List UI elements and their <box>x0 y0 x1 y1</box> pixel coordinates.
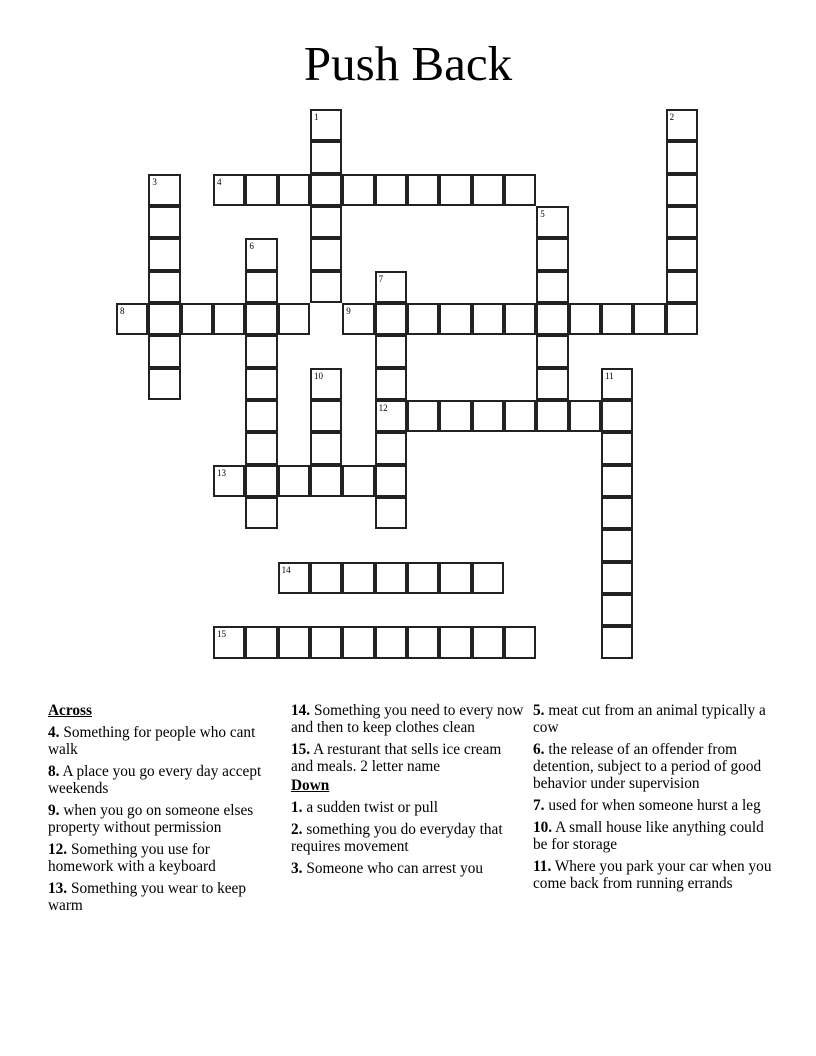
grid-cell[interactable] <box>666 238 698 270</box>
grid-cell[interactable] <box>601 400 633 432</box>
grid-cell[interactable] <box>116 303 148 335</box>
grid-cell[interactable] <box>439 174 471 206</box>
grid-cell[interactable] <box>148 303 180 335</box>
grid-cell[interactable] <box>375 335 407 367</box>
grid-cell[interactable] <box>148 174 180 206</box>
grid-cell[interactable] <box>439 626 471 658</box>
grid-cell[interactable] <box>633 303 665 335</box>
grid-cell[interactable] <box>601 497 633 529</box>
grid-cell[interactable] <box>278 303 310 335</box>
clue-number: 10 <box>313 370 323 381</box>
clue-across-9: 9. when you go on someone elses property without permission <box>48 802 254 836</box>
clue-number: 6 <box>249 241 254 252</box>
clue-number: 2 <box>669 112 675 122</box>
grid-cell[interactable] <box>342 562 374 594</box>
grid-cell[interactable] <box>213 174 245 206</box>
grid-cell[interactable] <box>601 626 633 658</box>
clue-down-7: 7. used for when someone hurst a leg <box>533 797 761 814</box>
grid-cell[interactable] <box>666 109 698 141</box>
clue-across-15: 15. A resturant that sells ice cream and meals. 2 letter name <box>291 741 502 775</box>
grid-cell[interactable] <box>310 109 342 141</box>
grid-cell[interactable] <box>310 626 342 658</box>
grid-cell[interactable] <box>148 238 180 270</box>
grid-cell[interactable] <box>536 303 568 335</box>
grid-cell[interactable] <box>601 594 633 626</box>
grid-cell[interactable] <box>666 271 698 303</box>
grid-cell[interactable] <box>213 465 245 497</box>
grid-cell[interactable] <box>310 238 342 270</box>
grid-cell[interactable] <box>342 626 374 658</box>
clue-across-13: 13. Something you wear to keep warm <box>48 880 246 914</box>
grid-cell[interactable] <box>245 400 277 432</box>
grid-cell[interactable] <box>213 626 245 658</box>
grid-cell[interactable] <box>407 174 439 206</box>
clue-down-1: 1. a sudden twist or pull <box>291 799 439 816</box>
clue-across-14: 14. Something you need to every now and then to keep clothes clean <box>291 702 524 736</box>
grid-cell[interactable] <box>504 303 536 335</box>
grid-cell[interactable] <box>278 465 310 497</box>
clue-across-12: 12. Something you use for homework with a keyboard <box>48 841 216 875</box>
grid-cell[interactable] <box>342 303 374 335</box>
grid-cell[interactable] <box>601 368 633 400</box>
clue-down-2: 2. something you do everyday that requires movement <box>291 821 503 855</box>
clue-down-3: 3. Someone who can arrest you <box>291 860 484 877</box>
grid-cell[interactable] <box>310 432 342 464</box>
grid-cell[interactable] <box>439 562 471 594</box>
grid-cell[interactable] <box>666 206 698 238</box>
grid-cell[interactable] <box>310 141 342 173</box>
clue-down-10: 10. A small house like anything could be for storage <box>533 819 764 853</box>
grid-cell[interactable] <box>278 562 310 594</box>
clue-number: 13 <box>216 467 226 478</box>
grid-cell[interactable] <box>439 303 471 335</box>
grid-cell[interactable] <box>472 303 504 335</box>
grid-cell[interactable] <box>278 174 310 206</box>
grid-cell[interactable] <box>472 562 504 594</box>
clue-across-4: 4. Something for people who cant walk <box>48 724 256 758</box>
grid-cell[interactable] <box>213 303 245 335</box>
grid-cell[interactable] <box>407 400 439 432</box>
grid-cell[interactable] <box>407 562 439 594</box>
grid-cell[interactable] <box>601 562 633 594</box>
grid-cell[interactable] <box>601 303 633 335</box>
grid-cell[interactable] <box>148 335 180 367</box>
grid-cell[interactable] <box>504 400 536 432</box>
clues-column-1 <box>48 702 278 919</box>
clue-across-8: 8. A place you go every day accept weekends <box>48 763 262 797</box>
grid-cell[interactable] <box>181 303 213 335</box>
grid-cell[interactable] <box>601 529 633 561</box>
grid-cell[interactable] <box>245 303 277 335</box>
grid-cell[interactable] <box>375 400 407 432</box>
grid-cell[interactable] <box>375 465 407 497</box>
clue-number: 1 <box>313 112 319 122</box>
grid-cell[interactable] <box>666 303 698 335</box>
clue-number: 15 <box>216 629 226 640</box>
grid-cell[interactable] <box>342 465 374 497</box>
clue-number: 9 <box>346 305 351 316</box>
down-heading: Down <box>291 777 330 794</box>
crossword-grid <box>117 110 699 660</box>
grid-cell[interactable] <box>310 368 342 400</box>
grid-cell[interactable] <box>407 303 439 335</box>
grid-cell[interactable] <box>310 465 342 497</box>
grid-cell[interactable] <box>278 626 310 658</box>
clue-number: 5 <box>540 208 545 219</box>
grid-cell[interactable] <box>310 400 342 432</box>
clue-number: 3 <box>152 176 157 187</box>
clue-down-6: 6. the release of an offender from detention, subject to a period of good behavior under supervision <box>533 741 762 792</box>
grid-cell[interactable] <box>666 141 698 173</box>
clue-number: 12 <box>378 402 388 413</box>
clues-column-2 <box>291 702 526 882</box>
grid-cell[interactable] <box>375 497 407 529</box>
grid-cell[interactable] <box>375 303 407 335</box>
grid-cell[interactable] <box>407 626 439 658</box>
grid-cell[interactable] <box>536 368 568 400</box>
grid-cell[interactable] <box>148 271 180 303</box>
grid-cell[interactable] <box>245 497 277 529</box>
grid-cell[interactable] <box>472 174 504 206</box>
grid-cell[interactable] <box>439 400 471 432</box>
grid-cell[interactable] <box>375 562 407 594</box>
clue-number: 11 <box>604 370 614 381</box>
grid-cell[interactable] <box>310 174 342 206</box>
grid-cell[interactable] <box>569 400 601 432</box>
puzzle-title: Push Back <box>303 36 513 91</box>
grid-cell[interactable] <box>245 238 277 270</box>
grid-cell[interactable] <box>245 368 277 400</box>
grid-cell[interactable] <box>342 174 374 206</box>
grid-cell[interactable] <box>245 271 277 303</box>
grid-cell[interactable] <box>375 626 407 658</box>
clue-number: 4 <box>216 176 222 187</box>
grid-cell[interactable] <box>245 335 277 367</box>
grid-cell[interactable] <box>375 271 407 303</box>
clue-number: 14 <box>281 564 291 575</box>
grid-cell[interactable] <box>148 368 180 400</box>
grid-cell[interactable] <box>536 206 568 238</box>
grid-cell[interactable] <box>245 465 277 497</box>
grid-cell[interactable] <box>472 400 504 432</box>
clue-down-5: 5. meat cut from an animal typically a cow <box>533 702 766 736</box>
grid-cell[interactable] <box>245 626 277 658</box>
clue-number: 7 <box>378 273 384 284</box>
grid-cell[interactable] <box>148 206 180 238</box>
grid-cell[interactable] <box>504 626 536 658</box>
clue-down-11: 11. Where you park your car when you come back from running errands <box>533 858 772 892</box>
grid-cell[interactable] <box>375 174 407 206</box>
grid-cell[interactable] <box>310 562 342 594</box>
grid-cell[interactable] <box>504 174 536 206</box>
grid-cell[interactable] <box>536 238 568 270</box>
grid-cell[interactable] <box>245 432 277 464</box>
grid-cell[interactable] <box>569 303 601 335</box>
grid-cell[interactable] <box>666 174 698 206</box>
grid-cell[interactable] <box>536 400 568 432</box>
grid-cell[interactable] <box>245 174 277 206</box>
grid-cell[interactable] <box>536 271 568 303</box>
clues-column-3 <box>533 702 773 897</box>
grid-cell[interactable] <box>601 465 633 497</box>
grid-cell[interactable] <box>472 626 504 658</box>
clue-number: 8 <box>120 305 125 316</box>
grid-cell[interactable] <box>375 432 407 464</box>
across-heading: Across <box>48 702 92 719</box>
grid-cell[interactable] <box>375 368 407 400</box>
grid-cell[interactable] <box>310 206 342 238</box>
grid-cell[interactable] <box>310 271 342 303</box>
grid-cell[interactable] <box>601 432 633 464</box>
grid-cell[interactable] <box>536 335 568 367</box>
